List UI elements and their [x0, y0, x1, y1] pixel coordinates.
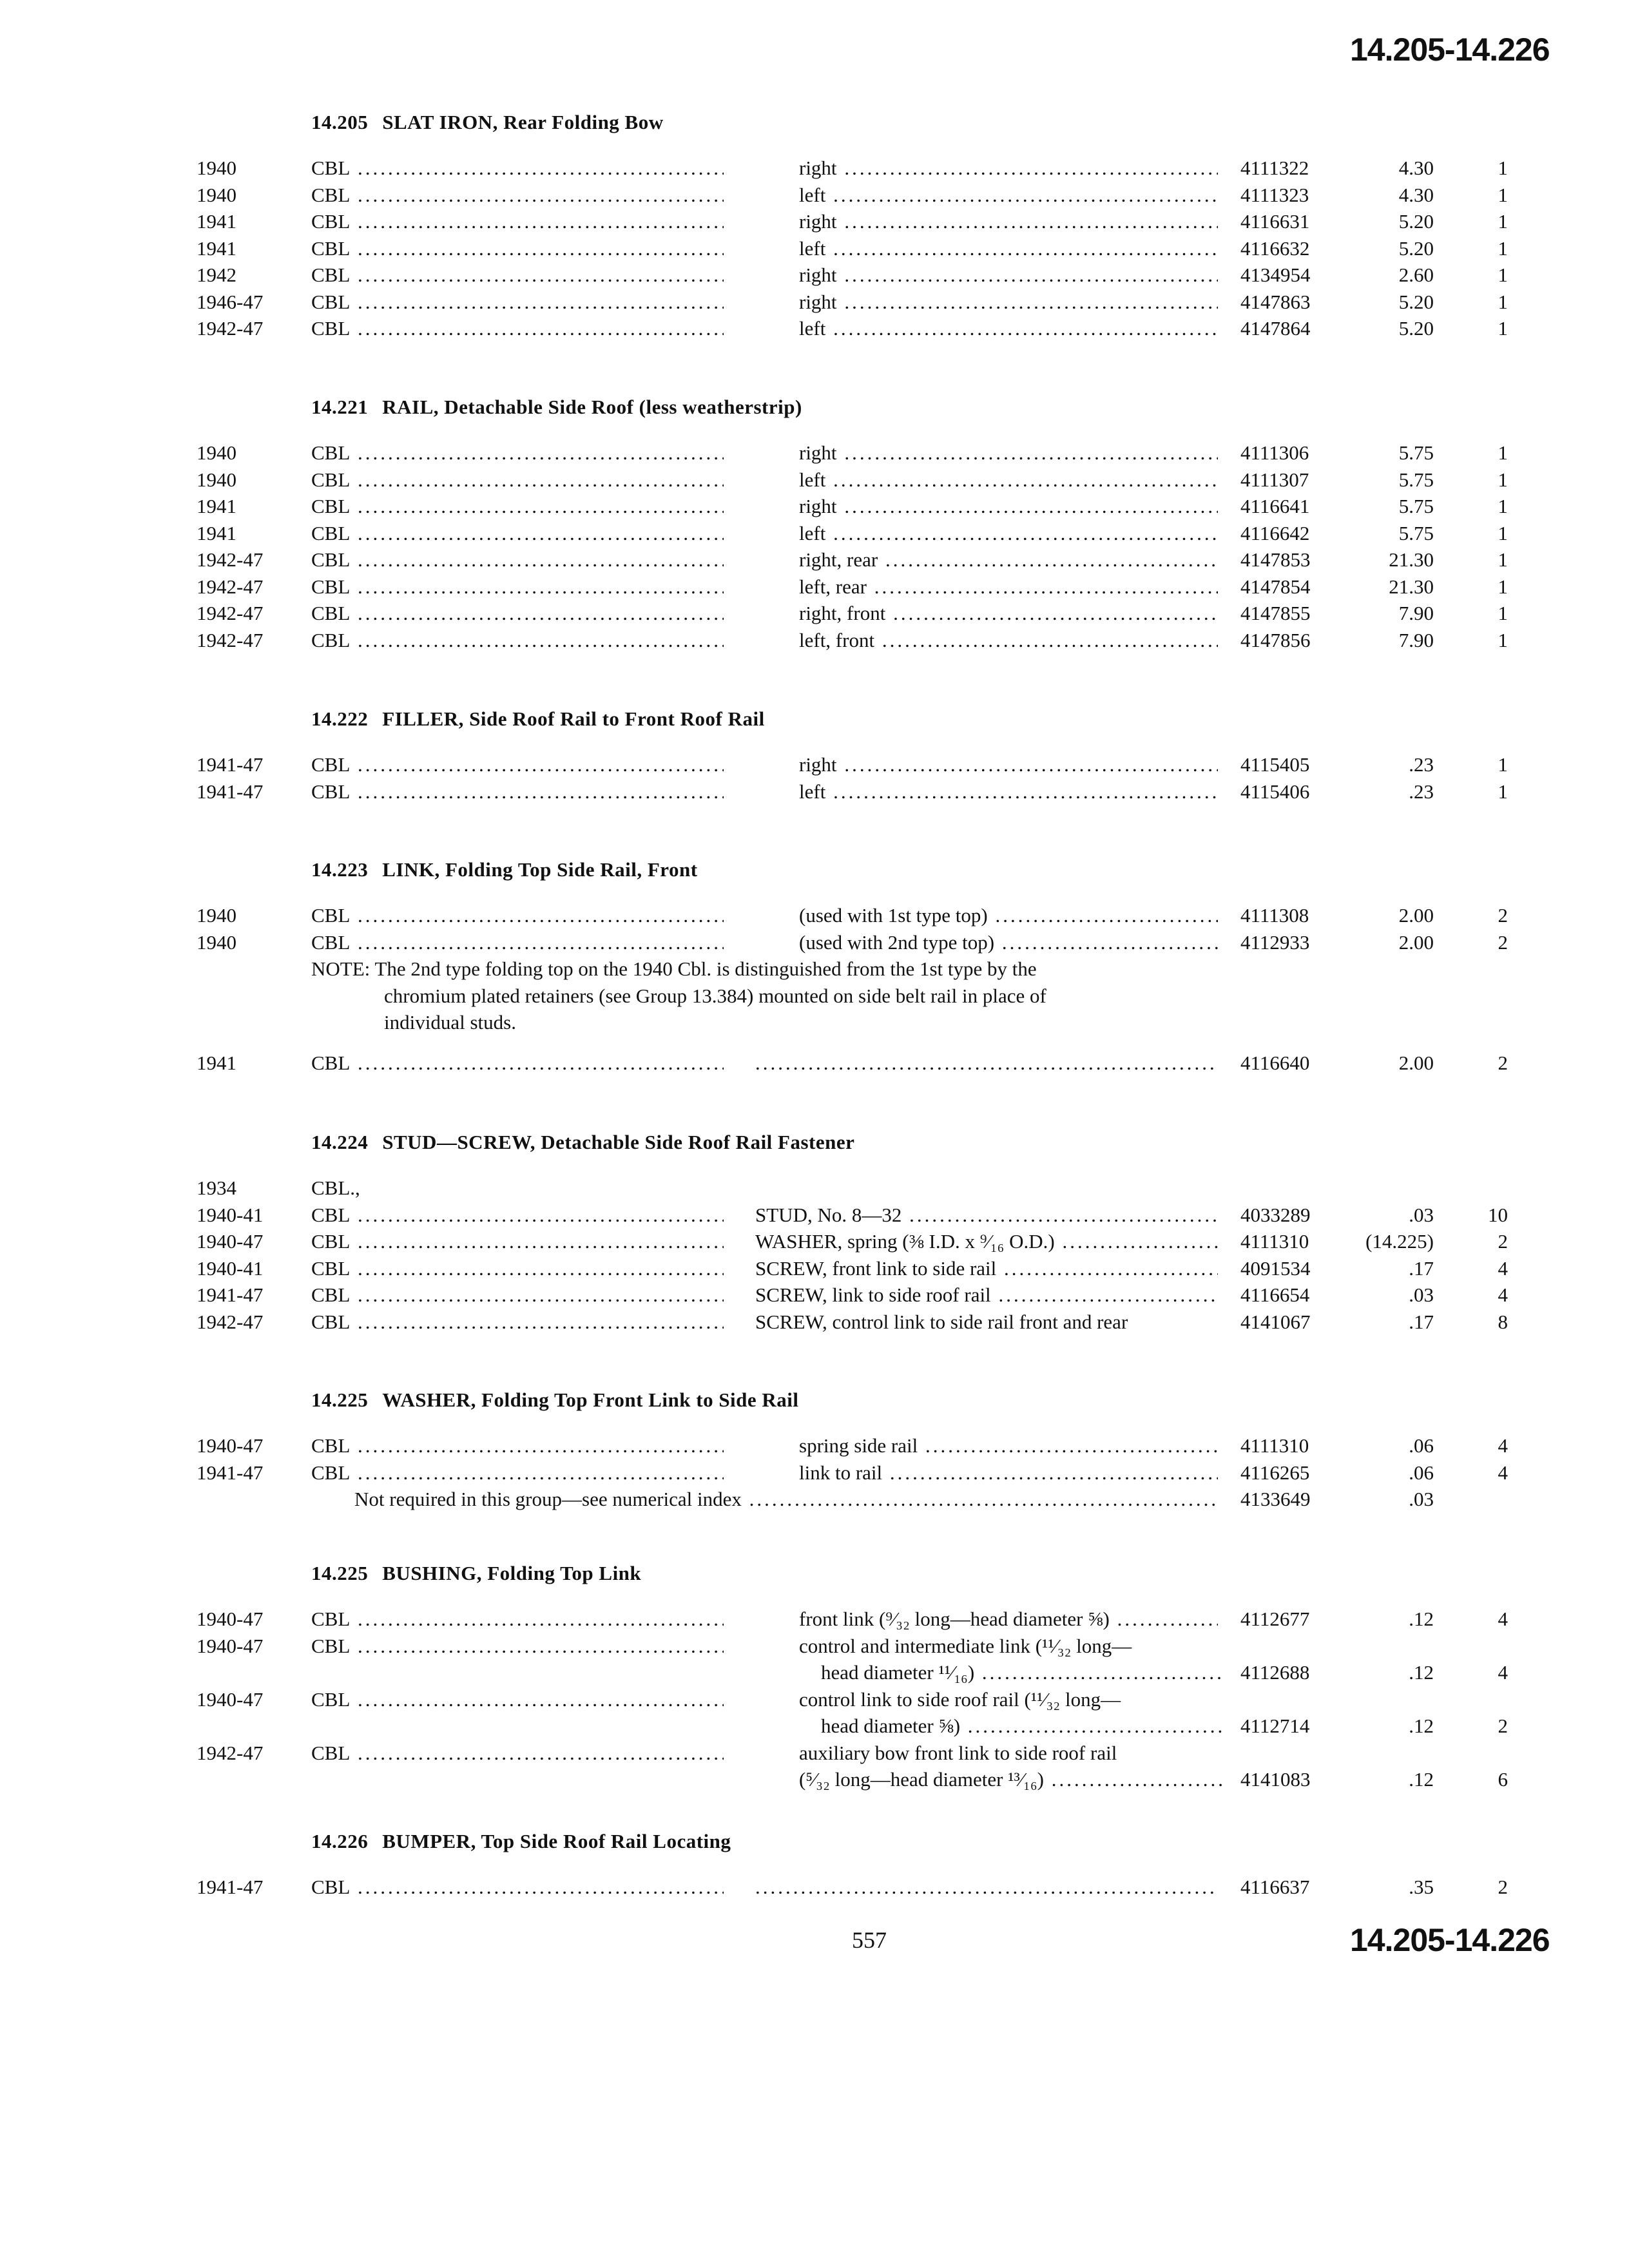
- quantity-cell: 1: [1498, 236, 1508, 260]
- model-cell: CBL .....: [311, 1606, 724, 1633]
- part-number-cell: 4116641: [1240, 495, 1310, 517]
- quantity-cell: 4: [1498, 1608, 1508, 1630]
- quantity-cell: 1: [1498, 753, 1508, 776]
- part-number-cell: 4147855: [1240, 602, 1311, 624]
- table-row: [0, 182, 1629, 209]
- part-number-cell: 4147854: [1240, 575, 1311, 598]
- description-cell: left .....: [799, 235, 1218, 262]
- year-cell: 1942-47: [197, 1310, 264, 1333]
- description-cell: right .....: [799, 751, 1218, 778]
- description-cell: right .....: [799, 155, 1218, 182]
- model-cell: CBL .....: [311, 573, 724, 601]
- description-cell: left .....: [799, 182, 1218, 209]
- table-row: [0, 466, 1629, 494]
- price-cell: 5.20: [1398, 317, 1434, 340]
- year-cell: 1940: [197, 468, 236, 491]
- quantity-cell: 4: [1498, 1661, 1508, 1684]
- model-cell: CBL .....: [311, 600, 724, 627]
- part-number-cell: 4111308: [1240, 904, 1309, 927]
- quantity-cell: 4: [1498, 1461, 1508, 1484]
- table-row: [0, 1202, 1629, 1229]
- section-number: 14.205: [311, 111, 369, 133]
- quantity-cell: 1: [1498, 602, 1508, 624]
- price-cell: .12: [1409, 1768, 1434, 1791]
- model-cell: CBL .....: [311, 778, 724, 805]
- description-cell: right .....: [799, 262, 1218, 289]
- table-row: [0, 1606, 1629, 1633]
- table-row: [0, 155, 1629, 182]
- quantity-cell: 1: [1498, 264, 1508, 286]
- quantity-cell: 2: [1498, 1051, 1508, 1074]
- description-cell: SCREW, control link to side rail front and rear: [755, 1310, 1128, 1333]
- model-cell: CBL .....: [311, 520, 724, 547]
- table-row: [0, 1459, 1629, 1486]
- model-cell: CBL .....: [311, 439, 724, 466]
- quantity-cell: 8: [1498, 1310, 1508, 1333]
- quantity-cell: 1: [1498, 183, 1508, 206]
- table-row: [0, 262, 1629, 289]
- year-cell: 1942-47: [197, 575, 264, 598]
- year-cell: 1941-47: [197, 780, 264, 803]
- part-number-cell: 4115405: [1240, 753, 1310, 776]
- year-cell: 1946-47: [197, 290, 264, 313]
- section-number: 14.225: [311, 1562, 369, 1584]
- description-line: auxiliary bow front link to side roof rail: [799, 1741, 1117, 1764]
- quantity-cell: 2: [1498, 1230, 1508, 1253]
- model-cell: CBL.,: [311, 1177, 360, 1199]
- part-number-cell: 4033289: [1240, 1203, 1311, 1226]
- section-name: SLAT IRON, Rear Folding Bow: [382, 111, 664, 133]
- note-line: individual studs.: [384, 1011, 516, 1033]
- year-cell: 1942-47: [197, 1741, 264, 1764]
- year-cell: 1934: [197, 1177, 236, 1199]
- year-cell: 1942-47: [197, 628, 264, 651]
- price-cell: 21.30: [1389, 548, 1434, 571]
- year-cell: 1940-47: [197, 1608, 264, 1630]
- price-cell: 21.30: [1389, 575, 1434, 598]
- price-cell: 7.90: [1398, 628, 1434, 651]
- section-number: 14.223: [311, 858, 369, 881]
- price-cell: .12: [1409, 1715, 1434, 1737]
- part-number-cell: 4147853: [1240, 548, 1311, 571]
- section-name: RAIL, Detachable Side Roof (less weatherstrip): [382, 396, 802, 418]
- year-cell: 1940: [197, 441, 236, 464]
- quantity-cell: 4: [1498, 1283, 1508, 1306]
- price-cell: .17: [1409, 1310, 1434, 1333]
- description-cell: STUD, No. 8—32 .....: [755, 1202, 1218, 1229]
- year-cell: 1940: [197, 183, 236, 206]
- price-cell: .03: [1409, 1283, 1434, 1306]
- description-cell: (used with 1st type top) .....: [799, 902, 1218, 929]
- table-row: [0, 235, 1629, 262]
- section-name: WASHER, Folding Top Front Link to Side Rail: [382, 1389, 799, 1411]
- model-cell: CBL .....: [311, 208, 724, 235]
- not-required-row: [0, 1486, 1629, 1513]
- price-cell: 5.75: [1398, 495, 1434, 517]
- model-cell: CBL .....: [311, 1255, 724, 1282]
- table-row: [0, 778, 1629, 805]
- year-cell: 1942-47: [197, 317, 264, 340]
- description-cell: left, rear .....: [799, 573, 1218, 601]
- table-row: [0, 1686, 1629, 1740]
- description-cell: [799, 1633, 1224, 1686]
- section-name: BUMPER, Top Side Roof Rail Locating: [382, 1830, 731, 1852]
- description-cell: right .....: [799, 289, 1218, 316]
- section-number: 14.224: [311, 1131, 369, 1153]
- part-number-cell: 4111322: [1240, 157, 1309, 179]
- quantity-cell: 1: [1498, 157, 1508, 179]
- section-title: [311, 396, 802, 419]
- description-cell: WASHER, spring (⅜ I.D. x ⁹⁄₁₆ O.D.) .....: [755, 1228, 1218, 1255]
- quantity-cell: 4: [1498, 1256, 1508, 1280]
- section-title: [311, 858, 698, 881]
- year-cell: 1940-41: [197, 1256, 264, 1280]
- part-number-cell: 4116265: [1240, 1461, 1310, 1484]
- model-cell: CBL .....: [311, 1686, 724, 1713]
- model-cell: CBL .....: [311, 929, 724, 956]
- model-cell: CBL .....: [311, 546, 724, 573]
- description-cell: SCREW, front link to side rail .....: [755, 1255, 1218, 1282]
- quantity-cell: 6: [1498, 1768, 1508, 1791]
- part-number-cell: 4134954: [1240, 264, 1311, 286]
- part-number-cell: 4112714: [1240, 1715, 1310, 1737]
- price-cell: .17: [1409, 1256, 1434, 1280]
- model-cell: CBL .....: [311, 155, 724, 182]
- year-cell: 1940-47: [197, 1434, 264, 1457]
- model-cell: CBL .....: [311, 289, 724, 316]
- description-line: (⁵⁄₃₂ long—head diameter ¹³⁄₁₆) .....: [799, 1766, 1224, 1793]
- year-cell: 1941: [197, 210, 236, 233]
- quantity-cell: 1: [1498, 441, 1508, 464]
- quantity-cell: 4: [1498, 1434, 1508, 1457]
- description-cell: left .....: [799, 520, 1218, 547]
- description-cell: [755, 1050, 1218, 1077]
- quantity-cell: 1: [1498, 548, 1508, 571]
- model-cell: CBL .....: [311, 1282, 724, 1309]
- price-cell: 4.30: [1398, 157, 1434, 179]
- table-row: [0, 546, 1629, 573]
- model-cell: CBL .....: [311, 1202, 724, 1229]
- part-number-cell: 4133649: [1240, 1488, 1311, 1510]
- table-row: [0, 573, 1629, 601]
- table-row: [0, 1228, 1629, 1255]
- description-cell: right .....: [799, 439, 1218, 466]
- section-title: [311, 1562, 641, 1585]
- description-cell: front link (⁹⁄₃₂ long—head diameter ⅝) .....: [799, 1606, 1218, 1633]
- table-row: [0, 751, 1629, 778]
- section-number: 14.225: [311, 1389, 369, 1411]
- part-number-cell: 4147864: [1240, 317, 1311, 340]
- part-number-cell: 4147863: [1240, 290, 1311, 313]
- part-number-cell: 4091534: [1240, 1256, 1311, 1280]
- price-cell: .23: [1409, 753, 1434, 776]
- description-cell: left .....: [799, 778, 1218, 805]
- section-number: 14.221: [311, 396, 369, 418]
- table-row: [0, 1874, 1629, 1901]
- table-row: [0, 520, 1629, 547]
- table-row: [0, 1255, 1629, 1282]
- model-cell: CBL .....: [311, 1228, 724, 1255]
- quantity-cell: 1: [1498, 780, 1508, 803]
- model-cell: CBL .....: [311, 751, 724, 778]
- table-row: [0, 600, 1629, 627]
- price-cell: .12: [1409, 1661, 1434, 1684]
- price-cell: 2.00: [1398, 1051, 1434, 1074]
- description-cell: right, rear .....: [799, 546, 1218, 573]
- note-line: chromium plated retainers (see Group 13.384) mounted on side belt rail in place of: [384, 984, 1046, 1007]
- table-row: [0, 1633, 1629, 1686]
- table-row: [0, 627, 1629, 654]
- year-cell: 1942-47: [197, 602, 264, 624]
- part-number-cell: 4111307: [1240, 468, 1309, 491]
- description-line: head diameter ⅝) .....: [799, 1713, 1224, 1740]
- part-number-cell: 4147856: [1240, 628, 1311, 651]
- model-cell: CBL .....: [311, 466, 724, 494]
- price-cell: 5.75: [1398, 468, 1434, 491]
- part-number-cell: 4116642: [1240, 521, 1310, 544]
- model-cell: CBL .....: [311, 1432, 724, 1459]
- price-cell: 5.20: [1398, 290, 1434, 313]
- year-cell: 1941: [197, 521, 236, 544]
- description-cell: spring side rail .....: [799, 1432, 1218, 1459]
- description-cell: (used with 2nd type top) .....: [799, 929, 1218, 956]
- price-cell: .06: [1409, 1434, 1434, 1457]
- quantity-cell: 2: [1498, 1715, 1508, 1737]
- page-number: 557: [852, 1927, 887, 1953]
- part-number-cell: 4116631: [1240, 210, 1310, 233]
- year-cell: 1942: [197, 264, 236, 286]
- year-cell: 1941-47: [197, 753, 264, 776]
- price-cell: 5.20: [1398, 236, 1434, 260]
- description-line: head diameter ¹¹⁄₁₆) .....: [799, 1659, 1224, 1686]
- part-number-cell: 4112688: [1240, 1661, 1310, 1684]
- table-row: [0, 493, 1629, 520]
- table-row: [0, 439, 1629, 466]
- year-cell: 1941: [197, 236, 236, 260]
- section-name: LINK, Folding Top Side Rail, Front: [382, 858, 698, 881]
- model-cell: CBL .....: [311, 627, 724, 654]
- quantity-cell: 1: [1498, 468, 1508, 491]
- part-number-cell: 4116640: [1240, 1051, 1310, 1074]
- price-cell: .06: [1409, 1461, 1434, 1484]
- part-number-cell: 4116632: [1240, 236, 1310, 260]
- part-number-cell: 4111310: [1240, 1434, 1309, 1457]
- model-cell: CBL .....: [311, 1874, 724, 1901]
- quantity-cell: 1: [1498, 521, 1508, 544]
- section-number: 14.226: [311, 1830, 369, 1852]
- model-cell: CBL .....: [311, 493, 724, 520]
- not-required-text: Not required in this group—see numerical index .....: [354, 1486, 1218, 1513]
- description-cell: right .....: [799, 493, 1218, 520]
- model-cell: CBL .....: [311, 1740, 724, 1767]
- description-cell: [799, 1686, 1224, 1740]
- year-cell: 1941-47: [197, 1461, 264, 1484]
- page-range-header-top: 14.205-14.226: [1350, 32, 1550, 68]
- model-cell: CBL .....: [311, 1309, 724, 1336]
- year-cell: 1940-41: [197, 1203, 264, 1226]
- table-row: [0, 929, 1629, 956]
- table-row: [0, 902, 1629, 929]
- table-row: [0, 315, 1629, 342]
- section-name: FILLER, Side Roof Rail to Front Roof Rail: [382, 707, 765, 730]
- quantity-cell: 1: [1498, 495, 1508, 517]
- part-number-cell: 4115406: [1240, 780, 1310, 803]
- year-cell: 1940: [197, 930, 236, 954]
- price-cell: .35: [1409, 1876, 1434, 1898]
- table-row: [0, 1282, 1629, 1309]
- description-cell: right .....: [799, 208, 1218, 235]
- model-cell: CBL .....: [311, 262, 724, 289]
- section-title: [311, 1131, 854, 1154]
- part-number-cell: 4116637: [1240, 1876, 1310, 1898]
- part-number-cell: 4111310: [1240, 1230, 1309, 1253]
- year-cell: 1940-47: [197, 1230, 264, 1253]
- note-line: NOTE: The 2nd type folding top on the 1940 Cbl. is distinguished from the 1st type by the: [311, 957, 1037, 980]
- description-cell: SCREW, link to side roof rail .....: [755, 1282, 1218, 1309]
- section-name: BUSHING, Folding Top Link: [382, 1562, 642, 1584]
- table-row: [0, 1175, 1629, 1202]
- quantity-cell: 1: [1498, 210, 1508, 233]
- description-cell: left, front .....: [799, 627, 1218, 654]
- price-cell: 5.75: [1398, 441, 1434, 464]
- description-cell: link to rail .....: [799, 1459, 1218, 1486]
- part-number-cell: 4111323: [1240, 183, 1309, 206]
- description-cell: left .....: [799, 466, 1218, 494]
- quantity-cell: 2: [1498, 904, 1508, 927]
- quantity-cell: 1: [1498, 575, 1508, 598]
- description-cell: [755, 1874, 1218, 1901]
- table-row: [0, 1432, 1629, 1459]
- year-cell: 1941-47: [197, 1876, 264, 1898]
- description-line: control link to side roof rail (¹¹⁄₃₂ long—: [799, 1687, 1121, 1711]
- part-number-cell: 4141067: [1240, 1310, 1311, 1333]
- price-cell: 5.75: [1398, 521, 1434, 544]
- model-cell: CBL .....: [311, 315, 724, 342]
- model-cell: CBL .....: [311, 1050, 724, 1077]
- quantity-cell: 2: [1498, 930, 1508, 954]
- section-name: STUD—SCREW, Detachable Side Roof Rail Fastener: [382, 1131, 855, 1153]
- model-cell: CBL .....: [311, 1633, 724, 1660]
- part-number-cell: 4112677: [1240, 1608, 1310, 1630]
- description-cell: [799, 1740, 1224, 1793]
- section-number: 14.222: [311, 707, 369, 730]
- part-number-cell: 4111306: [1240, 441, 1309, 464]
- price-cell: .12: [1409, 1608, 1434, 1630]
- price-cell: 7.90: [1398, 602, 1434, 624]
- year-cell: 1941-47: [197, 1283, 264, 1306]
- price-cell: (14.225): [1365, 1230, 1434, 1253]
- page-range-header-bottom: 14.205-14.226: [1350, 1922, 1550, 1958]
- year-cell: 1941: [197, 495, 236, 517]
- table-row: [0, 1309, 1629, 1336]
- price-cell: 4.30: [1398, 183, 1434, 206]
- model-cell: CBL .....: [311, 235, 724, 262]
- year-cell: 1940-47: [197, 1634, 264, 1657]
- model-cell: CBL .....: [311, 1459, 724, 1486]
- description-line: control and intermediate link (¹¹⁄₃₂ long—: [799, 1634, 1132, 1657]
- table-row: [0, 289, 1629, 316]
- model-cell: CBL .....: [311, 902, 724, 929]
- description-cell: left .....: [799, 315, 1218, 342]
- quantity-cell: 1: [1498, 317, 1508, 340]
- section-title: [311, 707, 765, 731]
- part-number-cell: 4112933: [1240, 930, 1310, 954]
- model-cell: CBL .....: [311, 182, 724, 209]
- quantity-cell: 1: [1498, 290, 1508, 313]
- year-cell: 1940: [197, 157, 236, 179]
- section-title: [311, 111, 664, 134]
- part-number-cell: 4116654: [1240, 1283, 1310, 1306]
- price-cell: 5.20: [1398, 210, 1434, 233]
- year-cell: 1940-47: [197, 1687, 264, 1711]
- quantity-cell: 2: [1498, 1876, 1508, 1898]
- table-row: [0, 1050, 1629, 1077]
- year-cell: 1942-47: [197, 548, 264, 571]
- price-cell: .23: [1409, 780, 1434, 803]
- section-title: [311, 1389, 799, 1412]
- price-cell: 2.60: [1398, 264, 1434, 286]
- quantity-cell: 10: [1488, 1203, 1508, 1226]
- price-cell: 2.00: [1398, 904, 1434, 927]
- price-cell: .03: [1409, 1488, 1434, 1510]
- description-cell: right, front .....: [799, 600, 1218, 627]
- table-row: [0, 1740, 1629, 1793]
- quantity-cell: 1: [1498, 628, 1508, 651]
- section-title: [311, 1830, 731, 1853]
- year-cell: 1940: [197, 904, 236, 927]
- table-row: [0, 208, 1629, 235]
- note-block: [0, 956, 1226, 1036]
- price-cell: .03: [1409, 1203, 1434, 1226]
- part-number-cell: 4141083: [1240, 1768, 1311, 1791]
- year-cell: 1941: [197, 1051, 236, 1074]
- price-cell: 2.00: [1398, 930, 1434, 954]
